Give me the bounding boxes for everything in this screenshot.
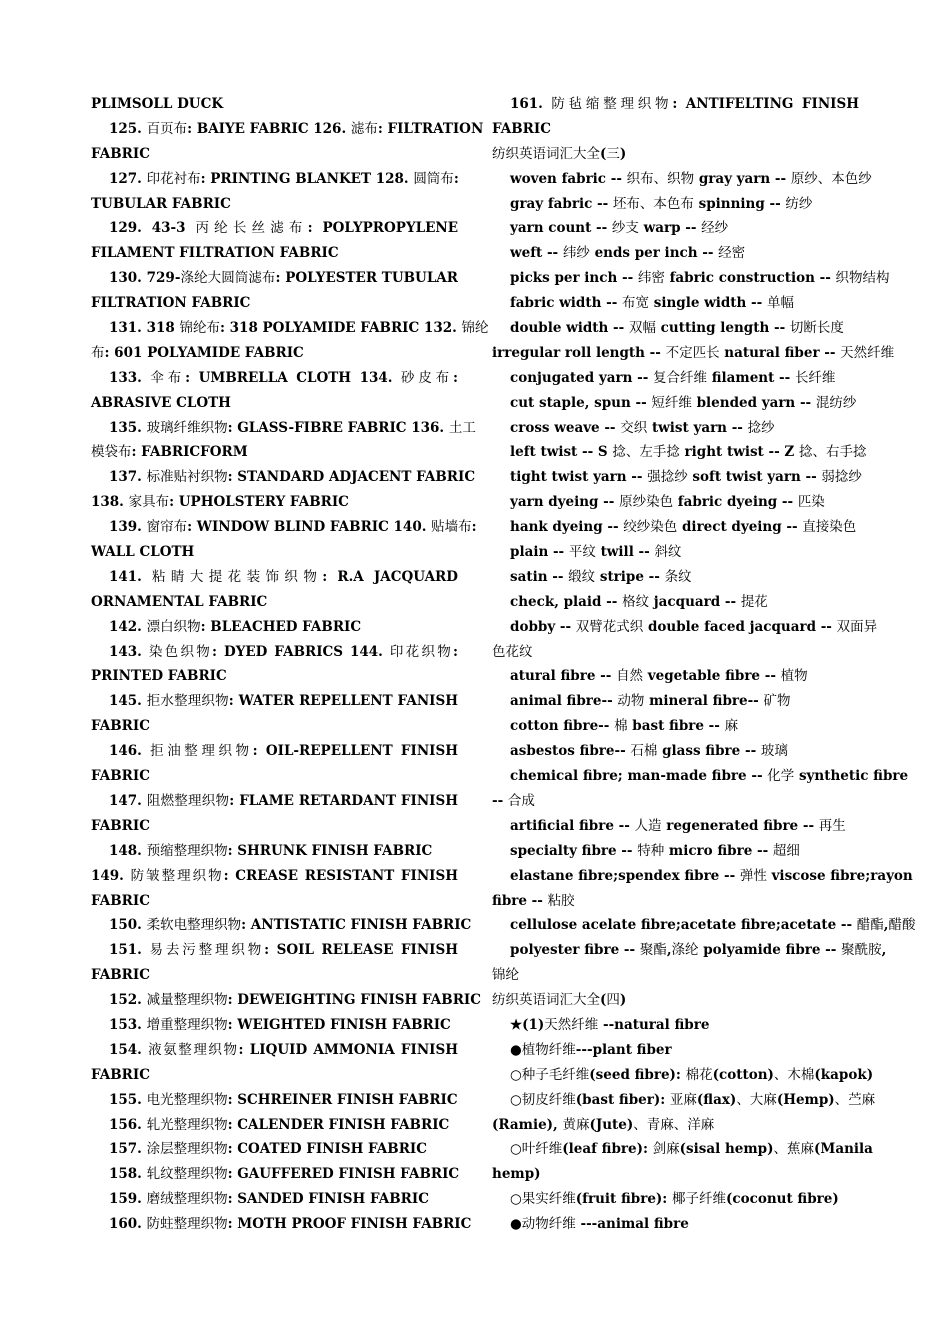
text-line: TUBULAR FABRIC [91, 195, 231, 212]
text-line: 159. 磨绒整理织物: SANDED FINISH FABRIC [109, 1191, 429, 1208]
text-line: FABRIC [91, 768, 150, 785]
text-line: double width -- 双幅 cutting length -- 切断长度 [510, 320, 844, 337]
text-line: FABRIC [91, 1066, 150, 1083]
text-line: 137. 标准贴衬织物: STANDARD ADJACENT FABRIC [109, 469, 476, 486]
text-line: 色花纹 [492, 643, 533, 660]
text-line: 纺织英语词汇大全(三) [492, 145, 627, 162]
text-line: fabric width -- 布宽 single width -- 单幅 [510, 295, 794, 312]
text-line: 127. 印花衬布: PRINTING BLANKET 128. 圆筒布: [109, 170, 459, 187]
text-line: 135. 玻璃纤维织物: GLASS-FIBRE FABRIC 136. 土工 [109, 419, 476, 436]
text-line: WALL CLOTH [91, 544, 195, 561]
text-line: 模袋布: FABRICFORM [91, 444, 248, 461]
text-line: ○种子毛纤维(seed fibre): 棉花(cotton)、木棉(kapok) [510, 1066, 874, 1083]
text-line: FABRIC [91, 892, 150, 909]
text-line: ★(1)天然纤维 --natural fibre [510, 1016, 710, 1033]
text-line: fibre -- 粘胶 [492, 892, 575, 909]
text-line: left twist -- S 捻、左手捻 right twist -- Z 捻、右手捻 [510, 444, 867, 461]
text-line: atural fibre -- 自然 vegetable fibre -- 植物 [510, 668, 808, 685]
text-line: 125. 百页布: BAIYE FABRIC 126. 滤布: FILTRATION [109, 120, 484, 137]
text-line: conjugated yarn -- 复合纤维 filament -- 长纤维 [510, 369, 836, 386]
text-line: 142. 漂白织物: BLEACHED FABRIC [109, 618, 362, 635]
text-line: 157. 涂层整理织物: COATED FINISH FABRIC [109, 1141, 427, 1158]
text-line: FILTRATION FABRIC [91, 295, 251, 312]
text-line: 141. 粘睛大提花装饰织物: R.A JACQUARD [109, 568, 458, 585]
text-line: gray fabric -- 坯布、本色布 spinning -- 纺纱 [510, 195, 813, 212]
text-line: 布: 601 POLYAMIDE FABRIC [91, 344, 304, 361]
text-line: chemical fibre; man-made fibre -- 化学 synthetic fibre [510, 768, 909, 785]
text-line: check, plaid -- 格纹 jacquard -- 提花 [510, 593, 768, 610]
text-line: FABRIC [91, 718, 150, 735]
text-line: woven fabric -- 织布、织物 gray yarn -- 原纱、本色纱 [510, 170, 872, 187]
text-line: 133. 伞布: UMBRELLA CLOTH 134. 砂皮布: [109, 369, 458, 386]
text-line: asbestos fibre-- 石棉 glass fibre -- 玻璃 [510, 743, 788, 760]
text-line: cross weave -- 交织 twist yarn -- 捻纱 [510, 419, 775, 436]
text-line: 148. 预缩整理织物: SHRUNK FINISH FABRIC [109, 842, 433, 859]
text-line: animal fibre-- 动物 mineral fibre-- 矿物 [510, 693, 791, 710]
text-line: polyester fibre -- 聚酯,涤纶 polyamide fibre -- 聚酰胺, [510, 942, 887, 959]
text-line: 160. 防蛀整理织物: MOTH PROOF FINISH FABRIC [109, 1216, 472, 1233]
text-line: 129. 43-3 丙纶长丝滤布: POLYPROPYLENE [109, 220, 458, 237]
left-column [91, 92, 489, 1237]
text-line: ○韧皮纤维(bast fiber): 亚麻(flax)、大麻(Hemp)、苎麻 [510, 1091, 876, 1108]
text-line: specialty fibre -- 特种 micro fibre -- 超细 [510, 842, 800, 859]
text-line: 161. 防毡缩整理织物: ANTIFELTING FINISH [510, 96, 859, 112]
text-line: 146. 拒油整理织物: OIL-REPELLENT FINISH [109, 743, 458, 760]
text-line: satin -- 缎纹 stripe -- 条纹 [510, 568, 692, 585]
text-line: (Ramie), 黄麻(Jute)、青麻、洋麻 [492, 1116, 715, 1133]
text-line: ●动物纤维 ---animal fibre [510, 1216, 689, 1233]
text-line: cellulose acelate fibre;acetate fibre;acetate -- 醋酯,醋酸 [510, 917, 916, 934]
text-line: hemp) [492, 1166, 541, 1183]
text-line: tight twist yarn -- 强捻纱 soft twist yarn -- 弱捻纱 [510, 469, 862, 486]
text-line: FABRIC [91, 817, 150, 834]
text-line: PRINTED FABRIC [91, 668, 227, 685]
text-line: -- 合成 [492, 792, 535, 809]
text-line: FABRIC [91, 145, 150, 162]
text-line: cotton fibre-- 棉 bast fibre -- 麻 [510, 718, 739, 735]
text-line: 154. 液氨整理织物: LIQUID AMMONIA FINISH [109, 1041, 458, 1058]
text-line: 139. 窗帘布: WINDOW BLIND FABRIC 140. 贴墙布: [109, 519, 477, 536]
text-line: 131. 318 锦纶布: 318 POLYAMIDE FABRIC 132. 锦纶 [109, 320, 489, 337]
text-line: ORNAMENTAL FABRIC [91, 593, 268, 610]
text-line: plain -- 平纹 twill -- 斜纹 [510, 544, 682, 561]
text-line: 158. 轧纹整理织物: GAUFFERED FINISH FABRIC [109, 1166, 460, 1183]
text-line: 130. 729-涤纶大圆筒滤布: POLYESTER TUBULAR [109, 270, 459, 287]
text-line: 155. 电光整理织物: SCHREINER FINISH FABRIC [109, 1091, 458, 1108]
text-line: ○叶纤维(leaf fibre): 剑麻(sisal hemp)、蕉麻(Manila [510, 1141, 873, 1158]
text-line: 143. 染色织物: DYED FABRICS 144. 印花织物: [109, 643, 458, 660]
text-line: ●植物纤维---plant fiber [510, 1041, 672, 1058]
text-line: 150. 柔软电整理织物: ANTISTATIC FINISH FABRIC [109, 917, 472, 934]
text-line: 纺织英语词汇大全(四) [492, 992, 627, 1009]
right-column [492, 92, 916, 1237]
text-line: 145. 拒水整理织物: WATER REPELLENT FANISH [109, 693, 458, 710]
text-line: irregular roll length -- 不定匹长 natural fiber -- 天然纤维 [492, 344, 895, 361]
text-line: ABRASIVE CLOTH [91, 394, 231, 411]
text-line: FABRIC [91, 967, 150, 984]
text-line: cut staple, spun -- 短纤维 blended yarn -- 混纺纱 [510, 394, 857, 411]
text-line: FABRIC [492, 120, 551, 137]
text-line: 152. 减量整理织物: DEWEIGHTING FINISH FABRIC [109, 992, 481, 1009]
text-line: dobby -- 双臂花式织 double faced jacquard -- 双面异 [510, 618, 878, 635]
text-line: 147. 阻燃整理织物: FLAME RETARDANT FINISH [109, 792, 458, 809]
text-line: artificial fibre -- 人造 regenerated fibre -- 再生 [510, 817, 846, 834]
text-line: yarn count -- 纱支 warp -- 经纱 [510, 220, 729, 237]
text-line: yarn dyeing -- 原纱染色 fabric dyeing -- 匹染 [510, 494, 825, 511]
text-line: 锦纶 [492, 967, 519, 984]
text-line: weft -- 纬纱 ends per inch -- 经密 [510, 245, 746, 262]
text-line: ○果实纤维(fruit fibre): 椰子纤维(coconut fibre) [510, 1191, 839, 1208]
text-line: FILAMENT FILTRATION FABRIC [91, 245, 339, 262]
text-line: elastane fibre;spendex fibre -- 弹性 viscose fibre;rayon [510, 867, 913, 884]
text-line: 156. 轧光整理织物: CALENDER FINISH FABRIC [109, 1116, 450, 1133]
text-line: PLIMSOLL DUCK [91, 96, 224, 112]
text-line: picks per inch -- 纬密 fabric construction -- 织物结构 [510, 270, 890, 287]
text-line: 151. 易去污整理织物: SOIL RELEASE FINISH [109, 942, 459, 959]
text-line: 138. 家具布: UPHOLSTERY FABRIC [91, 494, 349, 511]
text-line: 149. 防皱整理织物: CREASE RESISTANT FINISH [91, 867, 458, 884]
text-line: 153. 增重整理织物: WEIGHTED FINISH FABRIC [109, 1016, 451, 1033]
text-line: hank dyeing -- 绞纱染色 direct dyeing -- 直接染色 [510, 519, 857, 536]
